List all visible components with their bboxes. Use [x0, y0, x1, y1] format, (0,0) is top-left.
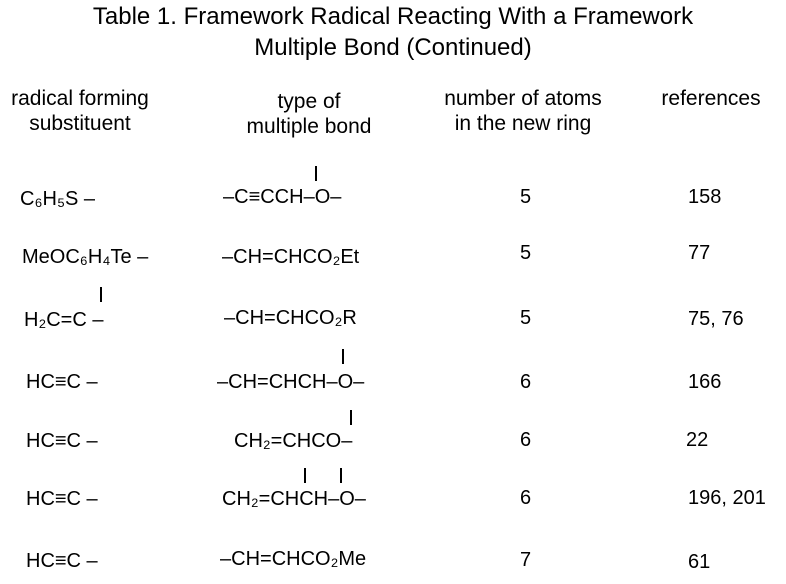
row6-bond-branch-2	[340, 468, 342, 483]
header-refs	[645, 86, 777, 111]
row4-bond-branch	[342, 349, 344, 364]
row4-atoms: 6	[520, 371, 532, 393]
row3-radical: H₂C=C –	[24, 309, 104, 331]
row5-bond: CH₂=CHCO–	[234, 430, 353, 452]
row7-bond: –CH=CHCO₂Me	[220, 548, 367, 570]
header-bond-line2: multiple bond	[246, 115, 372, 138]
row1-refs: 158	[688, 186, 722, 208]
row6-bond-branch-1	[304, 468, 306, 483]
header-atoms-line2: in the new ring	[454, 112, 592, 135]
row1-radical: C₆H₅S –	[20, 188, 96, 210]
row1-atoms: 5	[520, 186, 532, 208]
row6-atoms: 6	[520, 487, 532, 509]
row1-bond-branch	[315, 166, 317, 181]
row2-bond: –CH=CHCO₂Et	[222, 246, 360, 268]
row3-bond: –CH=CHCO₂R	[224, 307, 357, 329]
row2-atoms: 5	[520, 242, 532, 264]
row3-atoms: 5	[520, 307, 532, 329]
row1-bond: –C≡CCH–O–	[223, 186, 342, 208]
row3-refs: 75, 76	[688, 308, 744, 330]
row5-bond-branch	[350, 410, 352, 425]
row5-refs: 22	[686, 429, 709, 451]
row7-refs: 61	[688, 551, 711, 573]
header-refs-line1: references	[661, 87, 761, 110]
row5-radical: HC≡C –	[26, 430, 98, 452]
header-radical	[0, 86, 160, 136]
header-radical-line1: radical forming	[11, 87, 149, 110]
header-radical-line2: substituent	[29, 112, 131, 135]
table-title-line1: Table 1. Framework Radical Reacting With a Framework	[92, 3, 694, 30]
header-bond	[220, 89, 398, 139]
row4-bond: –CH=CHCH–O–	[217, 371, 365, 393]
row7-radical: HC≡C –	[26, 550, 98, 572]
header-atoms	[425, 86, 621, 136]
row7-atoms: 7	[520, 549, 532, 571]
row6-bond: CH₂=CHCH–O–	[222, 488, 366, 510]
header-atoms-line1: number of atoms	[444, 87, 602, 110]
row6-radical: HC≡C –	[26, 488, 98, 510]
row4-radical: HC≡C –	[26, 371, 98, 393]
row2-refs: 77	[688, 242, 711, 264]
row3-radical-branch	[100, 287, 102, 302]
row2-radical: MeOC₆H₄Te –	[22, 246, 149, 268]
row6-refs: 196, 201	[688, 487, 766, 509]
row5-atoms: 6	[520, 429, 532, 451]
header-bond-line1: type of	[277, 90, 341, 113]
table-title-line2: Multiple Bond (Continued)	[254, 34, 532, 61]
row4-refs: 166	[688, 371, 722, 393]
